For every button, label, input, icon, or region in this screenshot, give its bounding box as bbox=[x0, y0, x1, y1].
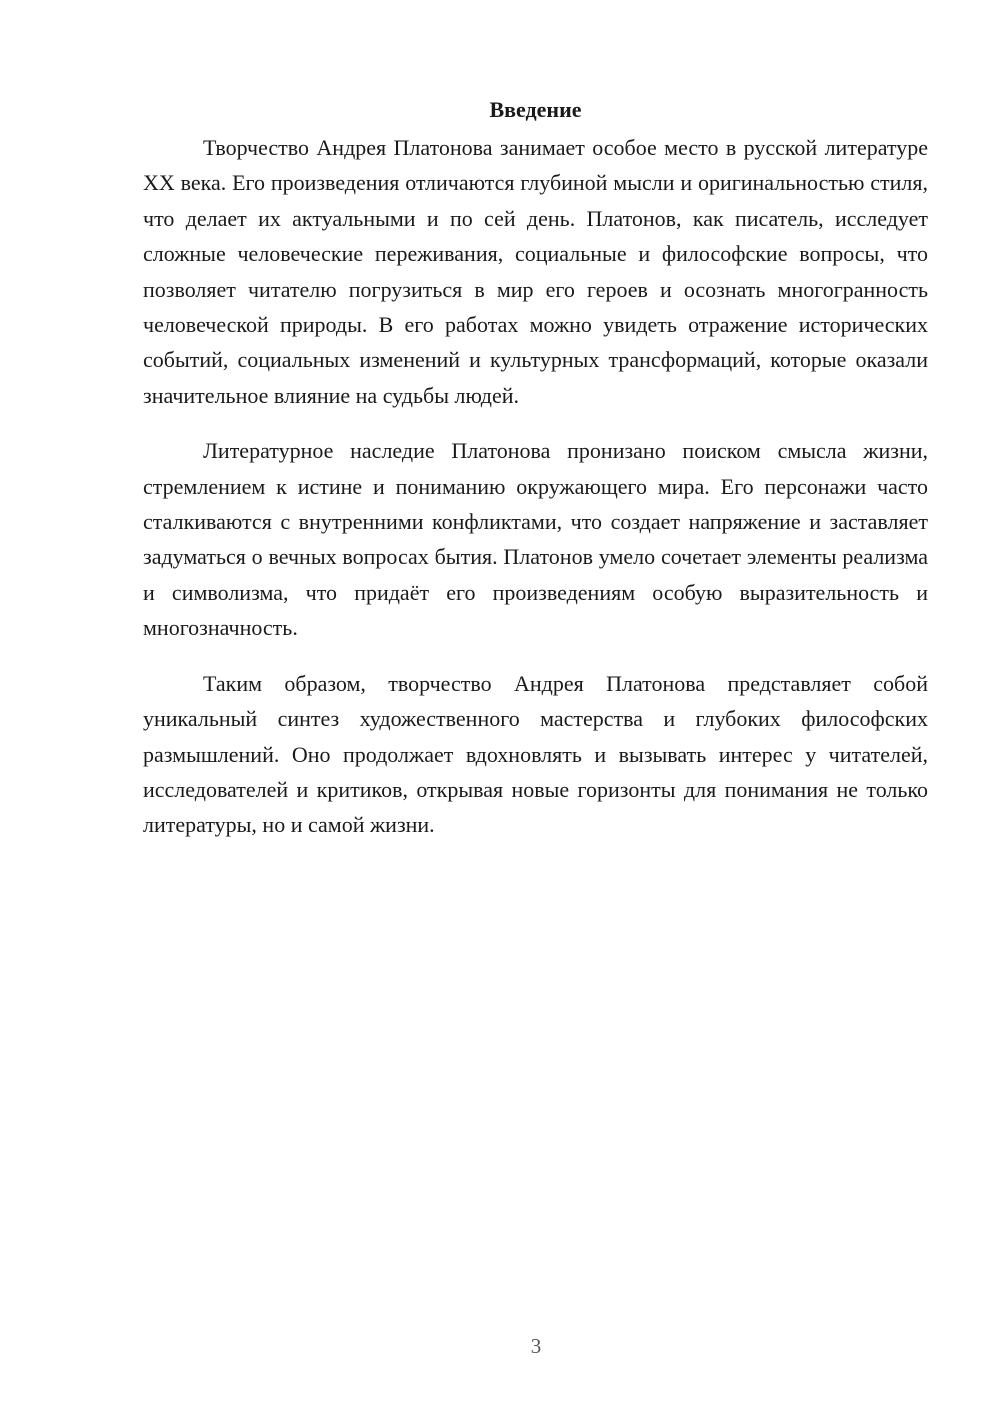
paragraph-3: Таким образом, творчество Андрея Платонова представляет собой уникальный синтез художественного мастерства и глубоких философских размышлений. Оно продолжает вдохновлять и вызывать интерес у читателей, исследователей и критиков, открывая новые горизонты для понимания не только литературы, но и самой жизни. bbox=[143, 670, 928, 838]
section-title: Введение bbox=[489, 97, 582, 122]
paragraph-2: Литературное наследие Платонова пронизано поиском смысла жизни, стремлением к истине и пониманию окружающего мира. Его персонажи часто сталкиваются с внутренними конфликтами, что создает напряжение и заставляет задуматься о вечных вопросах бытия. Платонов умело сочетает элементы реализма и символизма, что придаёт его произведениям особую выразительность и многозначность. bbox=[143, 438, 928, 641]
paragraph-1: Творчество Андрея Платонова занимает особое место в русской литературе XX века. Его произведения отличаются глубиной мысли и оригинальностью стиля, что делает их актуальными и по сей день. Платонов, как писатель, исследует сложные человеческие переживания, социальные и философские вопросы, что позволяет читателю погрузиться в мир его героев и осознать многогранность человеческой природы. В его работах можно увидеть отражение исторических событий, социальных изменений и культурных трансформаций, которые оказали значительное влияние на судьбы людей. bbox=[143, 135, 928, 408]
page-content bbox=[143, 92, 928, 863]
page-number: 3 bbox=[530, 1334, 542, 1358]
